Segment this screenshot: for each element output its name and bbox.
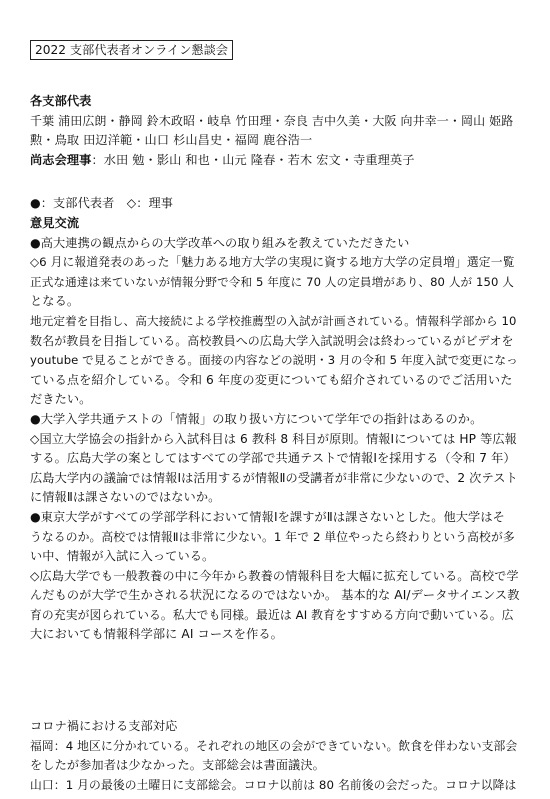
legend-text: ●：支部代表者 ◇：理事: [30, 196, 174, 210]
legend-line: [30, 194, 520, 214]
branch-representatives-section: [30, 92, 520, 170]
exchange-line: する。広島大学の案としてはすべての学部で共通テストで情報Ⅰを採用する（令和 7 年）: [30, 451, 516, 466]
exchange-line: に情報Ⅱは課さないのではないか。: [30, 490, 221, 505]
exchange-line: うなるのか。高校では情報Ⅱは非常に少ない。1 年で 2 単位やったら終わりという高校が多: [30, 529, 515, 544]
opinion-exchange-section: [30, 214, 520, 645]
exchange-line: 広島大学内の議論では情報Ⅰは活用するが情報Ⅱの受講者が非常に少ないので、2 次テスト: [30, 470, 518, 485]
exchange-line: 数名が教員を目指している。高校教員への広島大学入試説明会は終わっているがビデオを: [30, 333, 514, 348]
exchange-line: ●東京大学がすべての学部学科において情報Ⅰを課すがⅡは課さないとした。他大学はそ: [30, 509, 505, 524]
exchange-line: youtube で見ることができる。面接の内容などの説明・3 月の令和 5 年度入試で変更になっ: [30, 353, 518, 368]
corona-response-section: [30, 717, 520, 795]
exchange-line: ◇広島大学でも一般教養の中に今年から教養の情報科目を大幅に拡充している。高校で学: [30, 568, 519, 583]
exchange-line: ◇国立大学協会の指針から入試科目は 6 教科 8 科目が原則。情報Ⅰについては HP 等広報: [30, 431, 517, 446]
exchange-line: だきたい。: [30, 392, 92, 407]
exchange-line: んだものが大学で生かされる状況になるのではないか。 基本的な AI/データサイエンス教: [30, 588, 520, 603]
corona-line: をしたが参加者は少なかった。支部総会は書面議決。: [30, 758, 325, 773]
opinion-exchange-heading: 意見交流: [30, 216, 80, 230]
exchange-line: い中、情報が入試に入っている。: [30, 549, 215, 564]
board-members-names: ：水田 勉・影山 和也・山元 隆春・若木 宏文・寺重理英子: [91, 152, 415, 167]
exchange-line: 育の充実が図られている。私大でも同様。最近は AI 教育をすすめる方向で動いている。広: [30, 607, 514, 622]
representatives-line: 勲・鳥取 田辺洋範・山口 杉山昌史・福岡 鹿谷浩一: [30, 133, 313, 148]
exchange-line: 大においても情報科学部に AI コースを作る。: [30, 627, 283, 642]
exchange-line: 正式な通達は来ていないが情報分野で令和 5 年度に 70 人の定員増があり、80 人が 150 人: [30, 274, 514, 289]
board-members-label: 尚志会理事: [30, 152, 92, 167]
exchange-line: となる。: [30, 294, 80, 309]
exchange-line: ●高大連携の観点からの大学改革への取り組みを教えていただきたい: [30, 235, 410, 250]
branch-representatives-heading: 各支部代表: [30, 94, 92, 108]
corona-response-heading: コロナ禍における支部対応: [30, 719, 178, 733]
exchange-line: 地元定着を目指し、高大接続による学校推薦型の入試が計画されている。情報科学部から 10: [30, 313, 517, 328]
corona-line: 山口：1 月の最後の土曜日に支部総会。コロナ以前は 80 名前後の会だった。コロナ以降は: [30, 777, 517, 792]
exchange-line: ●大学入学共通テストの「情報」の取り扱い方について学年での指針はあるのか。: [30, 411, 483, 426]
corona-line: 福岡：4 地区に分かれている。それぞれの地区の会ができていない。飲食を伴わない支部会: [30, 738, 518, 753]
document-title: 2022 支部代表者オンライン懇談会: [30, 40, 233, 60]
board-members-line: [30, 151, 520, 171]
exchange-line: ている点を紹介している。令和 6 年度の変更についても紹介されているのでご活用いた: [30, 372, 513, 387]
exchange-line: ◇6 月に報道発表のあった「魅力ある地方大学の実現に資する地方大学の定員増」選定一覧: [30, 255, 515, 270]
representatives-line: 千葉 浦田広朗・静岡 鈴木政昭・岐阜 竹田理・奈良 吉中久美・大阪 向井幸一・岡山 姫路: [30, 113, 514, 128]
